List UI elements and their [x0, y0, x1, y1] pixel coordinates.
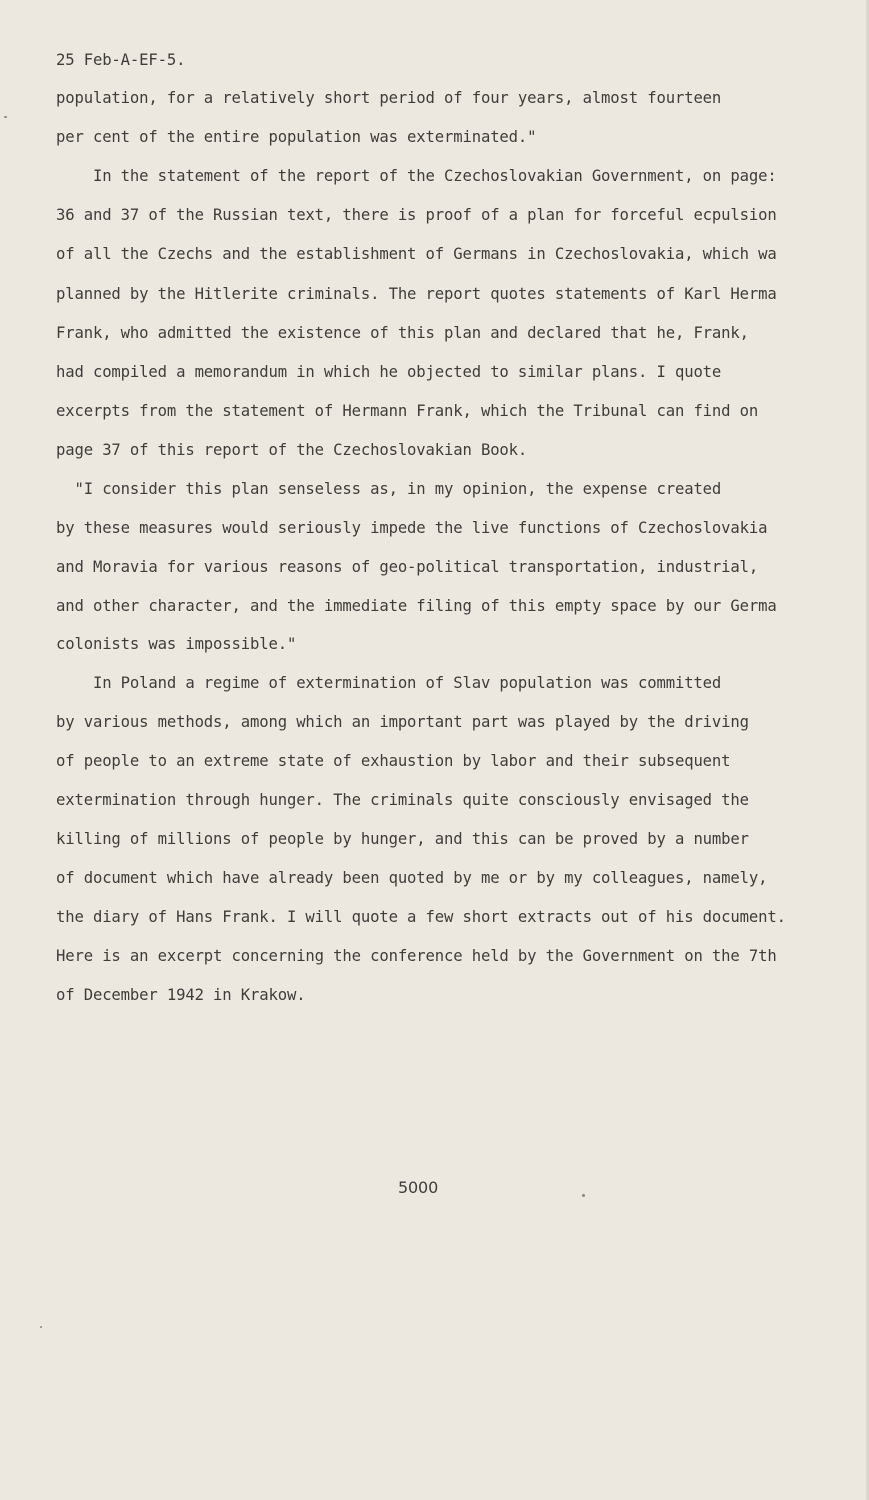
- text-line: of document which have already been quoted by me or by my colleagues, namely,: [56, 869, 768, 887]
- text-line: page 37 of this report of the Czechoslovakian Book.: [56, 441, 528, 459]
- text-line: by various methods, among which an important part was played by the driving: [56, 713, 749, 731]
- text-line: Here is an excerpt concerning the conference held by the Government on the 7th: [56, 947, 777, 965]
- text-line: per cent of the entire population was exterminated.": [56, 128, 537, 146]
- text-line: In the statement of the report of the Czechoslovakian Government, on page:: [56, 167, 777, 185]
- quote-line: and Moravia for various reasons of geo-political transportation, industrial,: [56, 558, 759, 576]
- text-line: planned by the Hitlerite criminals. The report quotes statements of Karl Herma: [56, 285, 777, 303]
- text-line: population, for a relatively short period of four years, almost fourteen: [56, 89, 722, 107]
- text-line: had compiled a memorandum in which he objected to similar plans. I quote: [56, 363, 722, 381]
- text-line: killing of millions of people by hunger, and this can be proved by a number: [56, 830, 749, 848]
- paper-speck: [40, 1326, 42, 1328]
- text-line: of people to an extreme state of exhaustion by labor and their subsequent: [56, 752, 731, 770]
- quote-line: and other character, and the immediate filing of this empty space by our Germa: [56, 597, 777, 615]
- text-line: of December 1942 in Krakow.: [56, 986, 306, 1004]
- quote-line: by these measures would seriously impede the live functions of Czechoslovakia: [56, 519, 768, 537]
- text-line: the diary of Hans Frank. I will quote a few short extracts out of his document.: [56, 908, 786, 926]
- text-line: In Poland a regime of extermination of Slav population was committed: [56, 674, 722, 692]
- paper-speck: [582, 1194, 585, 1197]
- text-line: extermination through hunger. The criminals quite consciously envisaged the: [56, 791, 749, 809]
- text-line: excerpts from the statement of Hermann Frank, which the Tribunal can find on: [56, 402, 759, 420]
- document-header: 25 Feb-A-EF-5.: [56, 51, 186, 69]
- text-line: 36 and 37 of the Russian text, there is proof of a plan for forceful ecpulsion: [56, 206, 777, 224]
- paper-speck: [4, 116, 7, 118]
- text-line: of all the Czechs and the establishment of Germans in Czechoslovakia, which wa: [56, 245, 777, 263]
- quote-line: "I consider this plan senseless as, in my opinion, the expense created: [56, 480, 722, 498]
- quote-line: colonists was impossible.": [56, 635, 297, 653]
- text-line: Frank, who admitted the existence of this plan and declared that he, Frank,: [56, 324, 749, 342]
- page-number: 5000: [398, 1178, 439, 1197]
